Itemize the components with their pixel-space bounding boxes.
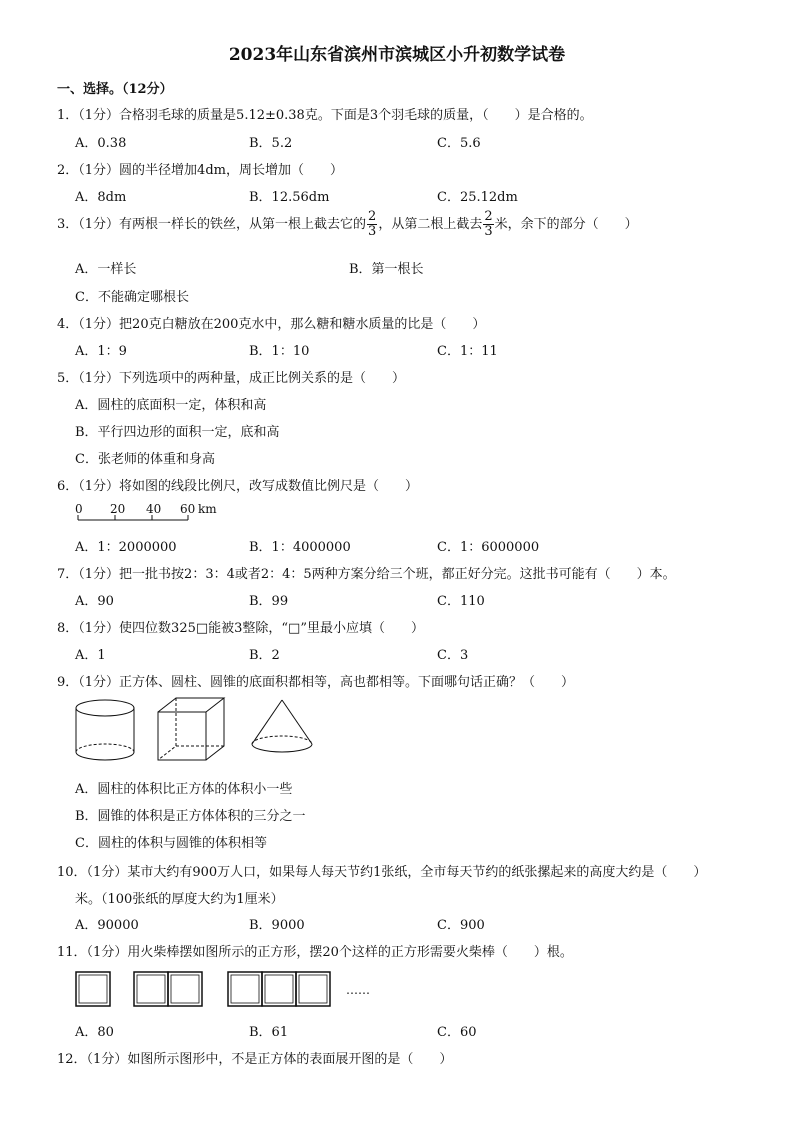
q9-option-b[interactable]: B．圆锥的体积是正方体体积的三分之一 (75, 809, 306, 824)
question-7-stem: 7．（1分）把一批书按2：3：4或者2：4：5两种方案分给三个班，都正好分完。这批书可能有（ ）本。 (57, 567, 676, 582)
q1-option-a[interactable]: A．0.38 (75, 136, 127, 151)
q11-option-a[interactable]: A．80 (75, 1025, 114, 1040)
q7-option-c[interactable]: C．110 (437, 594, 485, 609)
q3-option-a[interactable]: A．一样长 (75, 262, 137, 277)
question-10-stem: 10．（1分）某市大约有900万人口，如果每人每天节约1张纸，全市每天节约的纸张摞起来的高度大约是（ ） (57, 865, 707, 880)
q6-option-c[interactable]: C．1：6000000 (437, 540, 540, 555)
q6-option-a[interactable]: A．1：2000000 (75, 540, 177, 555)
question-9-stem: 9．（1分）正方体、圆柱、圆锥的底面积都相等，高也都相等。下面哪句话正确？（ ） (57, 675, 575, 690)
q6-option-b[interactable]: B．1：4000000 (249, 540, 351, 555)
q3-option-b[interactable]: B．第一根长 (349, 262, 424, 277)
q3-option-c[interactable]: C．不能确定哪根长 (75, 290, 189, 305)
question-2-stem: 2．（1分）圆的半径增加4dm，周长增加（ ） (57, 163, 343, 178)
q5-option-b[interactable]: B．平行四边形的面积一定，底和高 (75, 425, 280, 440)
matchstick-squares-figure (70, 968, 390, 1012)
q2-option-a[interactable]: A．8dm (75, 190, 127, 205)
q5-option-a[interactable]: A．圆柱的底面积一定，体积和高 (75, 398, 267, 413)
section-heading: 一、选择。（12分） (57, 82, 173, 97)
q9-option-a[interactable]: A．圆柱的体积比正方体的体积小一些 (75, 782, 293, 797)
q8-option-c[interactable]: C．3 (437, 648, 469, 663)
question-12-stem: 12．（1分）如图所示图形中，不是正方体的表面展开图的是（ ） (57, 1052, 453, 1067)
matchstick-squares-2 (134, 972, 202, 1006)
q4-option-a[interactable]: A．1：9 (75, 344, 127, 359)
q8-option-a[interactable]: A．1 (75, 648, 106, 663)
q7-option-a[interactable]: A．90 (75, 594, 114, 609)
q11-option-b[interactable]: B．61 (249, 1025, 289, 1040)
q2-option-c[interactable]: C．25.12dm (437, 190, 518, 205)
exam-title: 2023年山东省滨州市滨城区小升初数学试卷 (228, 45, 566, 65)
solids-figure (70, 696, 310, 768)
scale-label-40: 40 (146, 502, 162, 516)
q4-option-b[interactable]: B．1：10 (249, 344, 310, 359)
q10-option-b[interactable]: B．9000 (249, 918, 305, 933)
scale-label-60: 60 (180, 502, 196, 516)
question-5-stem: 5．（1分）下列选项中的两种量，成正比例关系的是（ ） (57, 371, 406, 386)
question-3-stem (57, 210, 638, 239)
q3-stem-part-b: ，从第二根上截去 (378, 217, 483, 232)
scale-bar-figure (70, 498, 230, 528)
q4-option-c[interactable]: C．1：11 (437, 344, 498, 359)
question-1-stem: 1．（1分）合格羽毛球的质量是5.12±0.38克。下面是3个羽毛球的质量，（ ）是合格的。 (57, 108, 593, 123)
matchstick-squares-1 (76, 972, 110, 1006)
q11-option-c[interactable]: C．60 (437, 1025, 477, 1040)
continuation-ellipsis: …… (346, 983, 370, 997)
q9-option-c[interactable]: C．圆柱的体积与圆锥的体积相等 (75, 836, 267, 851)
matchstick-squares-3 (228, 972, 330, 1006)
q2-option-b[interactable]: B．12.56dm (249, 190, 330, 205)
scale-unit: km (198, 502, 217, 516)
q3-fraction-2: $\frac{2}{3}$ (484, 209, 493, 239)
q8-option-b[interactable]: B．2 (249, 648, 280, 663)
q3-stem-part-a: 3．（1分）有两根一样长的铁丝，从第一根上截去它的 (57, 217, 367, 232)
question-10-stem-cont: 米。（100张纸的厚度大约为1厘米） (75, 892, 284, 907)
cone-shape (252, 700, 312, 752)
q10-option-c[interactable]: C．900 (437, 918, 485, 933)
q7-option-b[interactable]: B．99 (249, 594, 289, 609)
scale-label-20: 20 (110, 502, 126, 516)
scale-label-0: 0 (75, 502, 83, 516)
question-6-stem: 6．（1分）将如图的线段比例尺，改写成数值比例尺是（ ） (57, 479, 419, 494)
q5-option-c[interactable]: C．张老师的体重和身高 (75, 452, 215, 467)
question-8-stem: 8．（1分）使四位数325□能被3整除，“□”里最小应填（ ） (57, 621, 424, 636)
q3-fraction-1: $\frac{2}{3}$ (368, 209, 377, 239)
cylinder-shape (76, 700, 134, 760)
cube-shape (158, 698, 224, 760)
question-11-stem: 11．（1分）用火柴棒摆如图所示的正方形，摆20个这样的正方形需要火柴棒（ ）根。 (57, 945, 573, 960)
q1-option-c[interactable]: C．5.6 (437, 136, 481, 151)
q1-option-b[interactable]: B．5.2 (249, 136, 293, 151)
question-4-stem: 4．（1分）把20克白糖放在200克水中，那么糖和糖水质量的比是（ ） (57, 317, 486, 332)
q10-option-a[interactable]: A．90000 (75, 918, 139, 933)
q3-stem-part-c: 米，余下的部分（ ） (494, 217, 638, 232)
